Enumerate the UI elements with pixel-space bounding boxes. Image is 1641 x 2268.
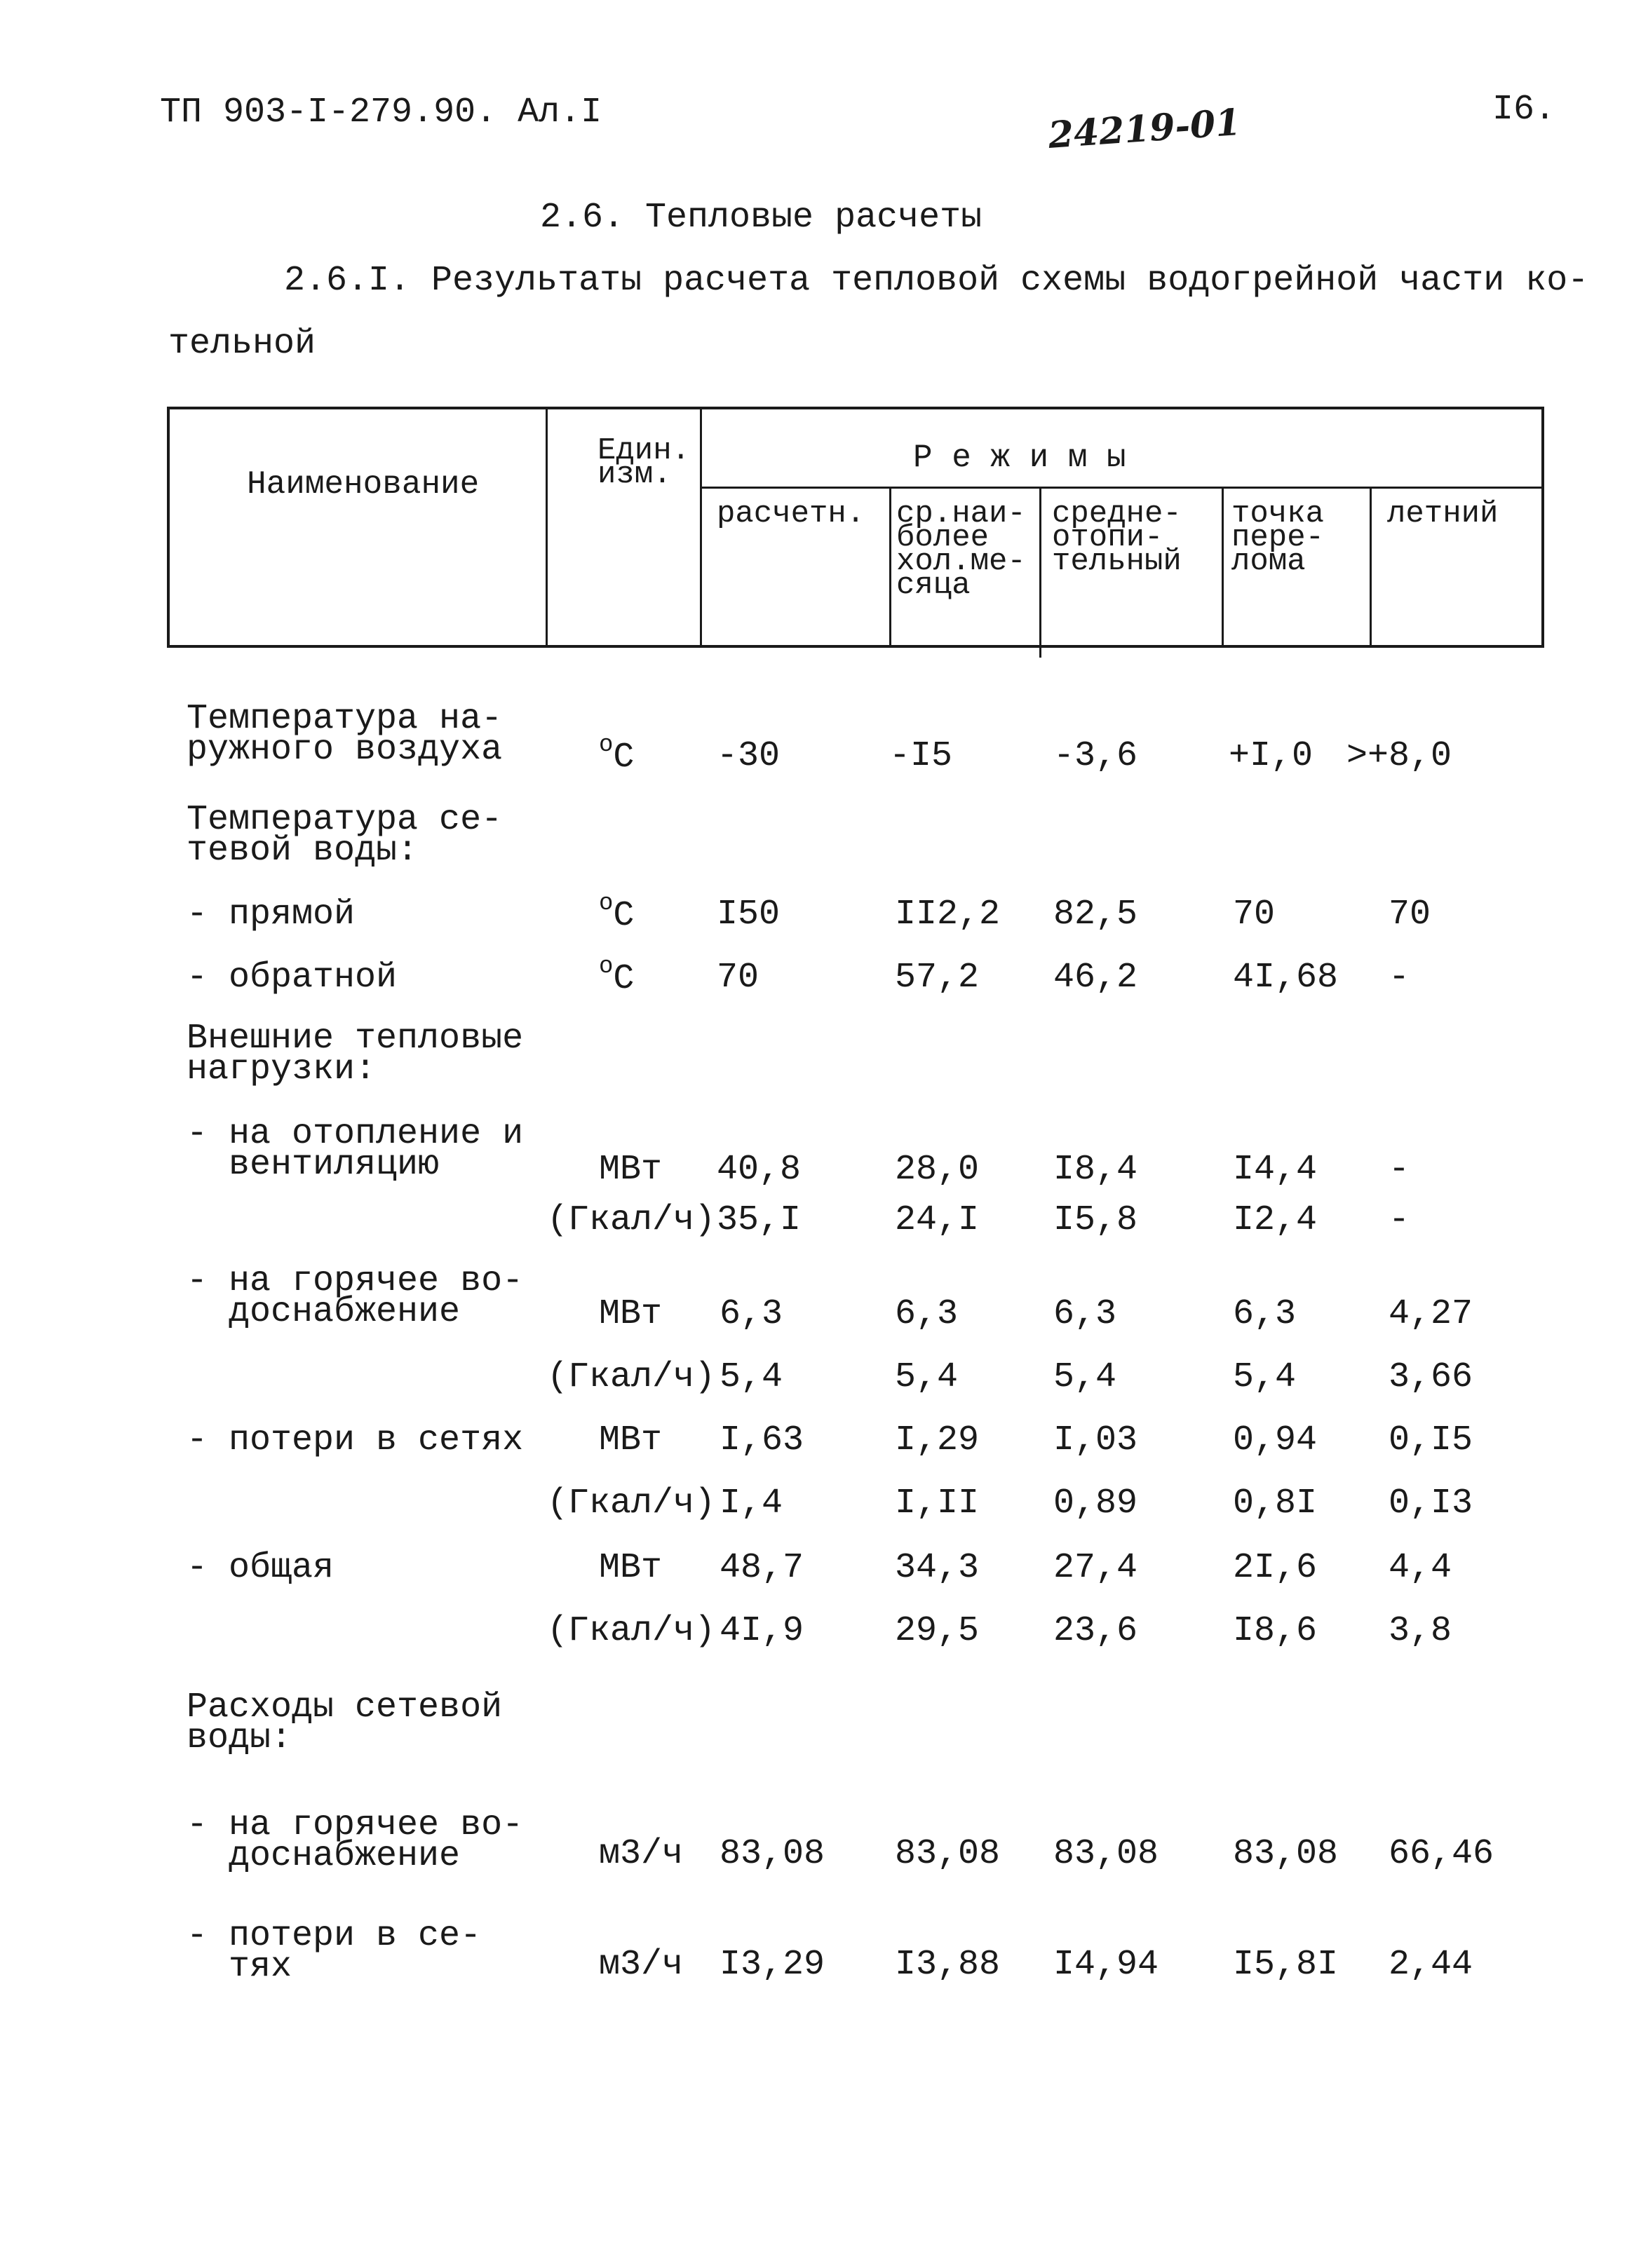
- cell-value: 83,08: [895, 1834, 1001, 1874]
- cell-value: 4,4: [1389, 1548, 1452, 1588]
- row-label: - на горячее во- доснабжение: [187, 1261, 524, 1332]
- row-label: - прямой: [187, 895, 356, 935]
- cell-value: 4,27: [1389, 1294, 1473, 1334]
- cell-value: 34,3: [895, 1548, 980, 1588]
- section-subtitle-line-2: тельной: [168, 324, 316, 364]
- cell-value: 24,I: [895, 1200, 980, 1240]
- header-top-border: [167, 407, 1544, 409]
- header-mode-1: расчетн.: [717, 496, 865, 531]
- cell-value: 46,2: [1053, 958, 1138, 998]
- row-unit: (Гкал/ч): [547, 1200, 716, 1240]
- row-label: - на отопление и вентиляцию: [187, 1114, 524, 1185]
- cell-value: -I5: [889, 736, 953, 776]
- cell-value: 5,4: [1053, 1357, 1117, 1397]
- row-unit: м3/ч: [599, 1834, 684, 1874]
- cell-value: I,4: [720, 1483, 783, 1523]
- cell-value: 83,08: [1053, 1834, 1159, 1874]
- cell-value: 83,08: [720, 1834, 825, 1874]
- header-col-divider-1: [546, 407, 548, 648]
- cell-value: 28,0: [895, 1150, 980, 1190]
- cell-value: I,29: [895, 1420, 980, 1460]
- document-code: ТП 903-I-279.90. Ал.I: [160, 93, 602, 133]
- cell-value: 40,8: [717, 1150, 802, 1190]
- cell-value: 57,2: [895, 958, 980, 998]
- cell-value: I,03: [1053, 1420, 1138, 1460]
- cell-value: I,63: [720, 1420, 804, 1460]
- row-label: - обратной: [187, 958, 398, 998]
- page-number: I6.: [1492, 90, 1556, 130]
- cell-value: 6,3: [895, 1294, 959, 1334]
- cell-value: 0,8I: [1233, 1483, 1318, 1523]
- cell-value: >+8,0: [1346, 736, 1452, 776]
- cell-value: 0,I5: [1389, 1420, 1473, 1460]
- handwritten-number: 24219-01: [1046, 100, 1243, 157]
- cell-value: 6,3: [1053, 1294, 1117, 1334]
- row-label: - на горячее во- доснабжение: [187, 1805, 524, 1876]
- cell-value: 4I,68: [1233, 958, 1339, 998]
- row-unit: $^о$С: [599, 890, 635, 936]
- row-label: Температура на- ружного воздуха: [187, 699, 503, 770]
- row-label: - потери в се- тях: [187, 1916, 482, 1987]
- cell-value: 83,08: [1233, 1834, 1339, 1874]
- cell-value: 48,7: [720, 1548, 804, 1588]
- row-label: - общая: [187, 1548, 335, 1588]
- cell-value: -: [1389, 1200, 1410, 1240]
- cell-value: 27,4: [1053, 1548, 1138, 1588]
- header-mode-4: точка пере- лома: [1231, 496, 1325, 579]
- header-mode-5: летний: [1387, 496, 1499, 531]
- header-bottom-border: [167, 645, 1544, 648]
- cell-value: I3,88: [895, 1945, 1001, 1985]
- header-col-divider-4: [1039, 487, 1041, 658]
- cell-value: 2I,6: [1233, 1548, 1318, 1588]
- row-unit: (Гкал/ч): [547, 1357, 716, 1397]
- cell-value: 5,4: [895, 1357, 959, 1397]
- header-right-border: [1541, 407, 1544, 648]
- header-col-divider-5: [1222, 487, 1224, 648]
- cell-value: 70: [1389, 895, 1431, 935]
- row-unit: (Гкал/ч): [547, 1483, 716, 1523]
- cell-value: 6,3: [1233, 1294, 1297, 1334]
- cell-value: 5,4: [720, 1357, 783, 1397]
- row-unit: (Гкал/ч): [547, 1611, 716, 1651]
- cell-value: +I,0: [1229, 736, 1314, 776]
- cell-value: I5,8: [1053, 1200, 1138, 1240]
- row-label: Расходы сетевой воды:: [187, 1688, 503, 1758]
- cell-value: I5,8I: [1233, 1945, 1339, 1985]
- cell-value: -: [1389, 958, 1410, 998]
- row-label: - потери в сетях: [187, 1420, 524, 1460]
- cell-value: -30: [717, 736, 781, 776]
- cell-value: I8,6: [1233, 1611, 1318, 1651]
- section-title: 2.6. Тепловые расчеты: [540, 198, 982, 238]
- cell-value: 0,I3: [1389, 1483, 1473, 1523]
- cell-value: 6,3: [720, 1294, 783, 1334]
- cell-value: I3,29: [720, 1945, 825, 1985]
- cell-value: I,II: [895, 1483, 980, 1523]
- modes-divider: [701, 487, 1544, 489]
- cell-value: I4,4: [1233, 1150, 1318, 1190]
- cell-value: 66,46: [1389, 1834, 1494, 1874]
- cell-value: I4,94: [1053, 1945, 1159, 1985]
- cell-value: 35,I: [717, 1200, 802, 1240]
- cell-value: 3,66: [1389, 1357, 1473, 1397]
- row-unit: м3/ч: [599, 1945, 684, 1985]
- cell-value: I50: [717, 895, 781, 935]
- cell-value: 2,44: [1389, 1945, 1473, 1985]
- row-unit: МВт: [599, 1420, 663, 1460]
- cell-value: I2,4: [1233, 1200, 1318, 1240]
- cell-value: 29,5: [895, 1611, 980, 1651]
- cell-value: 82,5: [1053, 895, 1138, 935]
- header-mode-3: средне- отопи- тельный: [1052, 496, 1182, 579]
- header-name: Наименование: [247, 466, 480, 503]
- cell-value: 0,89: [1053, 1483, 1138, 1523]
- row-label: Температура се- тевой воды:: [187, 800, 503, 871]
- header-unit: Един. изм.: [597, 433, 691, 492]
- cell-value: -: [1389, 1150, 1410, 1190]
- header-col-divider-3: [889, 487, 891, 648]
- cell-value: II2,2: [895, 895, 1001, 935]
- row-unit: $^о$С: [599, 953, 635, 999]
- header-mode-2: ср.наи- более хол.ме- сяца: [896, 496, 1026, 603]
- cell-value: 23,6: [1053, 1611, 1138, 1651]
- row-unit: МВт: [599, 1294, 663, 1334]
- header-modes-title: Р е ж и м ы: [913, 440, 1126, 476]
- row-unit: $^о$С: [599, 732, 635, 777]
- cell-value: 4I,9: [720, 1611, 804, 1651]
- cell-value: 5,4: [1233, 1357, 1297, 1397]
- header-col-divider-2: [700, 407, 702, 648]
- cell-value: 3,8: [1389, 1611, 1452, 1651]
- section-subtitle-line-1: 2.6.I. Результаты расчета тепловой схемы водогрейной части ко-: [284, 261, 1589, 301]
- row-unit: МВт: [599, 1150, 663, 1190]
- row-label: Внешние тепловые нагрузки:: [187, 1019, 524, 1089]
- header-left-border: [167, 407, 170, 648]
- cell-value: I8,4: [1053, 1150, 1138, 1190]
- cell-value: 70: [717, 958, 759, 998]
- header-col-divider-6: [1370, 487, 1372, 648]
- cell-value: 0,94: [1233, 1420, 1318, 1460]
- cell-value: -3,6: [1053, 736, 1138, 776]
- cell-value: 70: [1233, 895, 1276, 935]
- row-unit: МВт: [599, 1548, 663, 1588]
